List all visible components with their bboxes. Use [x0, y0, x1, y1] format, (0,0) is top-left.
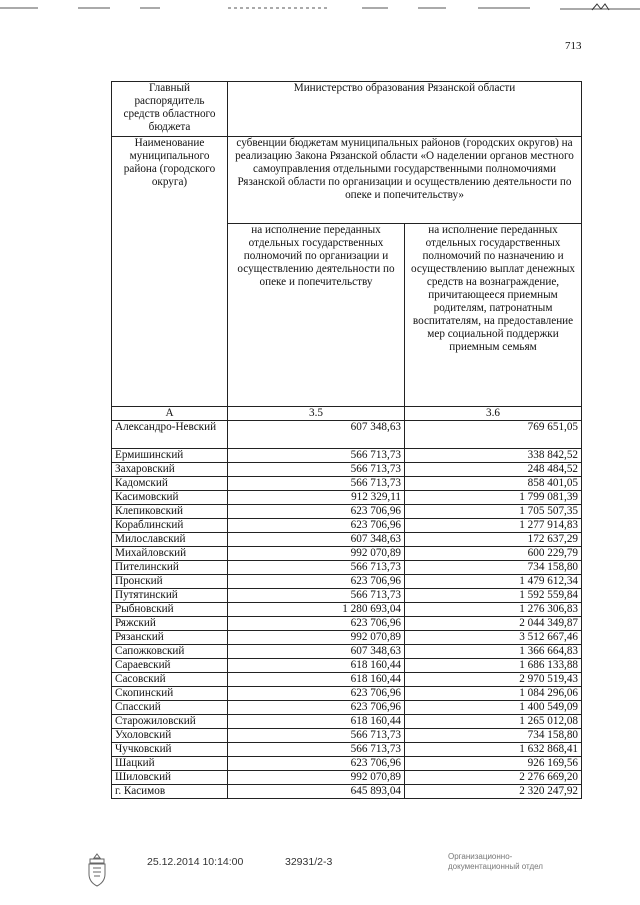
table-row: [112, 631, 582, 645]
district-name: Пителинский: [112, 561, 228, 575]
district-name: Сараевский: [112, 659, 228, 673]
value-3-6: 2 044 349,87: [405, 617, 582, 631]
value-3-5: 623 706,96: [228, 617, 405, 631]
value-3-6: 1 277 914,83: [405, 519, 582, 533]
value-3-6: 3 512 667,46: [405, 631, 582, 645]
district-name: Спасский: [112, 701, 228, 715]
value-3-5: 623 706,96: [228, 757, 405, 771]
table-row: [112, 785, 582, 799]
table-row: [112, 505, 582, 519]
district-name: Ряжский: [112, 617, 228, 631]
table-row: [112, 421, 582, 449]
value-3-5: 992 070,89: [228, 631, 405, 645]
value-3-5: 623 706,96: [228, 575, 405, 589]
value-3-6: 1 632 868,41: [405, 743, 582, 757]
value-3-5: 618 160,44: [228, 673, 405, 687]
district-name: Ухоловский: [112, 729, 228, 743]
value-3-5: 1 280 693,04: [228, 603, 405, 617]
table-row: [112, 729, 582, 743]
header-row-distributor: [112, 82, 582, 137]
district-name: Михайловский: [112, 547, 228, 561]
value-3-5: 607 348,63: [228, 421, 405, 449]
district-name: Александро-Невский: [112, 421, 228, 449]
value-3-5: 566 713,73: [228, 477, 405, 491]
district-name: Клепиковский: [112, 505, 228, 519]
stamp-line-1: Организационно-: [448, 852, 513, 861]
table-row: [112, 463, 582, 477]
value-3-6: 1 705 507,35: [405, 505, 582, 519]
district-name: Милославский: [112, 533, 228, 547]
col-3-5-description: на исполнение переданных отдельных государственных полномочий по организации и осуществлению деятельности по опеке и попечительству: [228, 224, 405, 407]
district-name: Шацкий: [112, 757, 228, 771]
col-index-3-5: 3.5: [228, 407, 405, 421]
value-3-6: 1 400 549,09: [405, 701, 582, 715]
value-3-6: 2 276 669,20: [405, 771, 582, 785]
table-row: [112, 575, 582, 589]
subvention-title: субвенции бюджетам муниципальных районов (городских округов) на реализацию Закона Рязанской области «О наделении органов местного самоуправления отдельными государственными полномочиями Рязанской области по организации и осуществлению деятельности по опеке и попечительству»: [228, 137, 582, 224]
table-row: [112, 687, 582, 701]
value-3-5: 623 706,96: [228, 519, 405, 533]
header-row-subvention: [112, 137, 582, 224]
stamp-line-2: документационный отдел: [448, 862, 543, 871]
value-3-5: 623 706,96: [228, 505, 405, 519]
district-name: Шиловский: [112, 771, 228, 785]
value-3-6: 338 842,52: [405, 449, 582, 463]
value-3-5: 607 348,63: [228, 533, 405, 547]
value-3-6: 2 970 519,43: [405, 673, 582, 687]
value-3-6: 2 320 247,92: [405, 785, 582, 799]
district-name: Кораблинский: [112, 519, 228, 533]
district-name: Кадомский: [112, 477, 228, 491]
value-3-6: 1 592 559,84: [405, 589, 582, 603]
top-scan-marks: [0, 0, 640, 14]
col-index-3-6: 3.6: [405, 407, 582, 421]
table-row: [112, 645, 582, 659]
table-row: [112, 757, 582, 771]
table-row: [112, 519, 582, 533]
value-3-6: 1 686 133,88: [405, 659, 582, 673]
table-row: [112, 617, 582, 631]
column-index-row: [112, 407, 582, 421]
value-3-5: 566 713,73: [228, 463, 405, 477]
district-name: Скопинский: [112, 687, 228, 701]
value-3-5: 607 348,63: [228, 645, 405, 659]
district-name: г. Касимов: [112, 785, 228, 799]
table-row: [112, 589, 582, 603]
value-3-6: 1 799 081,39: [405, 491, 582, 505]
value-3-5: 912 329,11: [228, 491, 405, 505]
value-3-5: 618 160,44: [228, 715, 405, 729]
district-name: Чучковский: [112, 743, 228, 757]
col-3-6-description: на исполнение переданных отдельных государственных полномочий по назначению и осуществлению выплат денежных средств на вознаграждение, причитающееся приемным родителям, патронатным воспитателям, на предоставление мер социальной поддержки приемным семьям: [405, 224, 582, 407]
district-name-label: Наименование муниципального района (городского округа): [112, 137, 228, 407]
table-row: [112, 771, 582, 785]
table-row: [112, 603, 582, 617]
district-name: Сапожковский: [112, 645, 228, 659]
table-row: [112, 715, 582, 729]
value-3-5: 566 713,73: [228, 561, 405, 575]
value-3-5: 566 713,73: [228, 589, 405, 603]
value-3-5: 992 070,89: [228, 547, 405, 561]
table-row: [112, 477, 582, 491]
value-3-6: 926 169,56: [405, 757, 582, 771]
district-name: Старожиловский: [112, 715, 228, 729]
footer-datetime: 25.12.2014 10:14:00: [147, 856, 244, 868]
district-name: Путятинский: [112, 589, 228, 603]
subvention-table: [111, 81, 582, 799]
value-3-6: 769 651,05: [405, 421, 582, 449]
value-3-5: 566 713,73: [228, 743, 405, 757]
table-row: [112, 547, 582, 561]
value-3-6: 1 366 664,83: [405, 645, 582, 659]
coat-of-arms-icon: [86, 852, 108, 888]
table-row: [112, 533, 582, 547]
district-name: Пронский: [112, 575, 228, 589]
table-row: [112, 491, 582, 505]
value-3-6: 172 637,29: [405, 533, 582, 547]
district-name: Сасовский: [112, 673, 228, 687]
district-name: Ермишинский: [112, 449, 228, 463]
footer-stamp: [448, 852, 543, 872]
value-3-5: 566 713,73: [228, 729, 405, 743]
col-index-a: А: [112, 407, 228, 421]
value-3-6: 600 229,79: [405, 547, 582, 561]
value-3-6: 734 158,80: [405, 561, 582, 575]
table-row: [112, 673, 582, 687]
value-3-6: 248 484,52: [405, 463, 582, 477]
footer-doc-code: 32931/2-3: [285, 856, 333, 868]
value-3-5: 992 070,89: [228, 771, 405, 785]
value-3-6: 1 084 296,06: [405, 687, 582, 701]
value-3-5: 623 706,96: [228, 701, 405, 715]
district-name: Рыбновский: [112, 603, 228, 617]
value-3-6: 858 401,05: [405, 477, 582, 491]
district-name: Захаровский: [112, 463, 228, 477]
table-row: [112, 701, 582, 715]
table-row: [112, 449, 582, 463]
value-3-5: 566 713,73: [228, 449, 405, 463]
distributor-label: Главный распорядитель средств областного бюджета: [112, 82, 228, 137]
table-row: [112, 743, 582, 757]
value-3-5: 618 160,44: [228, 659, 405, 673]
table-row: [112, 561, 582, 575]
district-name: Касимовский: [112, 491, 228, 505]
value-3-5: 645 893,04: [228, 785, 405, 799]
value-3-6: 1 276 306,83: [405, 603, 582, 617]
value-3-6: 1 265 012,08: [405, 715, 582, 729]
distributor-value: Министерство образования Рязанской области: [228, 82, 582, 137]
value-3-6: 1 479 612,34: [405, 575, 582, 589]
page-number: 713: [565, 40, 582, 52]
table-row: [112, 659, 582, 673]
district-name: Рязанский: [112, 631, 228, 645]
value-3-5: 623 706,96: [228, 687, 405, 701]
value-3-6: 734 158,80: [405, 729, 582, 743]
